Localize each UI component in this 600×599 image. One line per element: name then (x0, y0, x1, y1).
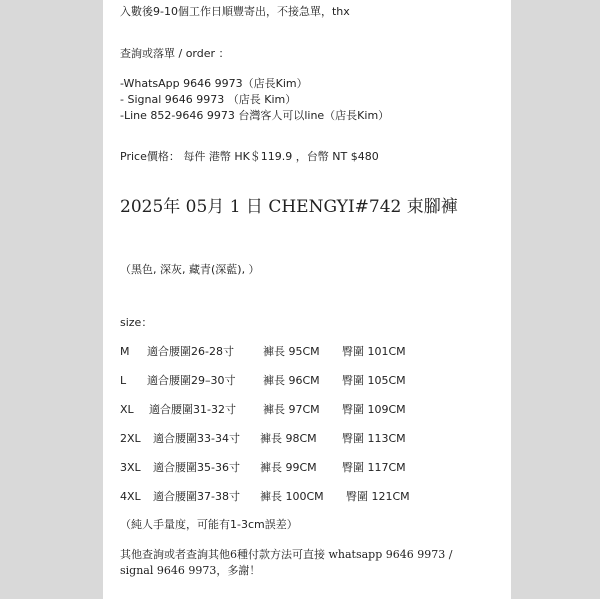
order-label: 查詢或落單 / order ： (120, 47, 230, 60)
contact-line: -Line 852-9646 9973 台灣客人可以line（店長Kim） (120, 109, 390, 122)
size-length: 褲長 95CM (263, 345, 320, 358)
size-hip: 臀圍 117CM (342, 461, 406, 474)
contact-signal: - Signal 9646 9973 （店長 Kim） (120, 93, 297, 106)
document-page (103, 0, 511, 599)
price-text: Price價格： 每件 港幣 HK＄119.9 ，台幣 NT $480 (120, 150, 379, 163)
footer-line-2: signal 9646 9973，多謝！ (120, 564, 261, 577)
product-title: 2025年 05月 1 日 CHENGYI#742 束腳褲 (120, 197, 458, 217)
size-label: size： (120, 316, 153, 329)
footer-line-1: 其他查詢或者查詢其他6種付款方法可直接 whatsapp 9646 9973 / (120, 548, 453, 561)
size-waist: 適合腰圍31-32寸 (149, 403, 236, 416)
size-waist: 適合腰圍26-28寸 (147, 345, 234, 358)
size-code: 3XL (120, 461, 141, 474)
size-length: 褲長 98CM (260, 432, 317, 445)
size-waist: 適合腰圍37-38寸 (153, 490, 240, 503)
size-hip: 臀圍 105CM (342, 374, 406, 387)
size-waist: 適合腰圍35-36寸 (153, 461, 240, 474)
measure-note: （純人手量度，可能有1-3cm誤差） (120, 518, 298, 531)
contact-whatsapp: -WhatsApp 9646 9973（店長Kim） (120, 77, 308, 90)
color-options: （黑色, 深灰, 藏青(深藍), ） (120, 263, 260, 276)
size-code: XL (120, 403, 134, 416)
size-length: 褲長 97CM (263, 403, 320, 416)
size-hip: 臀圍 109CM (342, 403, 406, 416)
size-length: 褲長 99CM (260, 461, 317, 474)
size-length: 褲長 96CM (263, 374, 320, 387)
size-code: L (120, 374, 127, 387)
size-hip: 臀圍 113CM (342, 432, 406, 445)
size-code: M (120, 345, 130, 358)
size-waist: 適合腰圍33-34寸 (153, 432, 240, 445)
size-code: 4XL (120, 490, 141, 503)
shipping-note: 入數後9-10個工作日順豐寄出，不接急單，thx (120, 5, 350, 18)
size-waist: 適合腰圍29–30寸 (147, 374, 236, 387)
size-hip: 臀圍 121CM (346, 490, 410, 503)
size-length: 褲長 100CM (260, 490, 324, 503)
size-hip: 臀圍 101CM (342, 345, 406, 358)
size-code: 2XL (120, 432, 141, 445)
